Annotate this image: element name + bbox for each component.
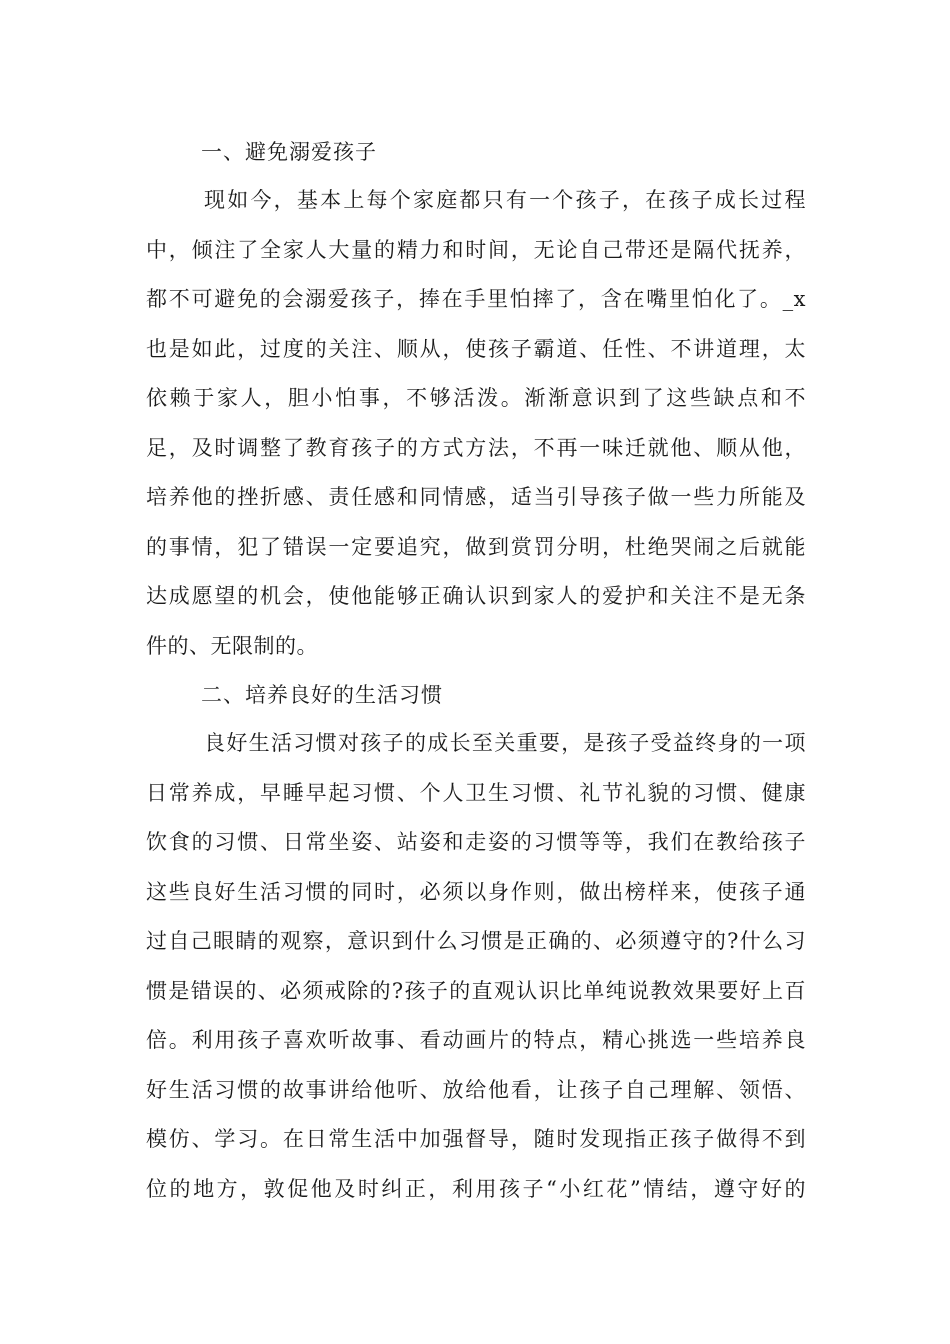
paragraph-line: 过自己眼睛的观察，意识到什么习惯是正确的、必须遵守的?什么习 (146, 929, 806, 953)
paragraph-line: 饮食的习惯、日常坐姿、站姿和走姿的习惯等等，我们在教给孩子 (146, 830, 806, 854)
paragraph-line: 位的地方，敦促他及时纠正，利用孩子“小红花”情结，遵守好的 (146, 1176, 806, 1201)
paragraph-line: 中，倾注了全家人大量的精力和时间，无论自己带还是隔代抚养， (146, 237, 806, 262)
paragraph-line: 的事情，犯了错误一定要追究，做到赏罚分明，杜绝哭闹之后就能 (146, 534, 806, 559)
paragraph-line: 这些良好生活习惯的同时，必须以身作则，做出榜样来，使孩子通 (146, 879, 806, 904)
section-paragraph (146, 176, 806, 671)
document-page (146, 128, 806, 1214)
section-heading: 一、避免溺爱孩子 (201, 140, 377, 164)
paragraph-line: 足，及时调整了教育孩子的方式方法，不再一味迁就他、顺从他， (146, 435, 806, 460)
section-paragraph (146, 719, 806, 1214)
section-heading: 二、培养良好的生活习惯 (201, 683, 443, 707)
paragraph-line: 件的、无限制的。 (146, 633, 318, 658)
paragraph-line: 倍。利用孩子喜欢听故事、看动画片的特点，精心挑选一些培养良 (146, 1028, 806, 1052)
paragraph-line: 模仿、学习。在日常生活中加强督导，随时发现指正孩子做得不到 (146, 1127, 806, 1151)
paragraph-line: 培养他的挫折感、责任感和同情感，适当引导孩子做一些力所能及 (146, 485, 806, 509)
paragraph-line: 也是如此，过度的关注、顺从，使孩子霸道、任性、不讲道理，太 (146, 336, 806, 361)
paragraph-line: 现如今，基本上每个家庭都只有一个孩子，在孩子成长过程 (204, 188, 806, 212)
paragraph-line: 日常养成，早睡早起习惯、个人卫生习惯、礼节礼貌的习惯、健康 (146, 780, 806, 805)
paragraph-line: 依赖于家人，胆小怕事，不够活泼。渐渐意识到了这些缺点和不 (146, 386, 806, 410)
paragraph-line: 惯是错误的、必须戒除的?孩子的直观认识比单纯说教效果要好上百 (146, 978, 806, 1003)
paragraph-line: 都不可避免的会溺爱孩子，捧在手里怕摔了，含在嘴里怕化了。_x (146, 287, 806, 311)
paragraph-line: 好生活习惯的故事讲给他听、放给他看，让孩子自己理解、领悟、 (146, 1077, 806, 1102)
paragraph-line: 达成愿望的机会，使他能够正确认识到家人的爱护和关注不是无条 (146, 584, 806, 608)
paragraph-line: 良好生活习惯对孩子的成长至关重要，是孩子受益终身的一项 (204, 731, 806, 755)
